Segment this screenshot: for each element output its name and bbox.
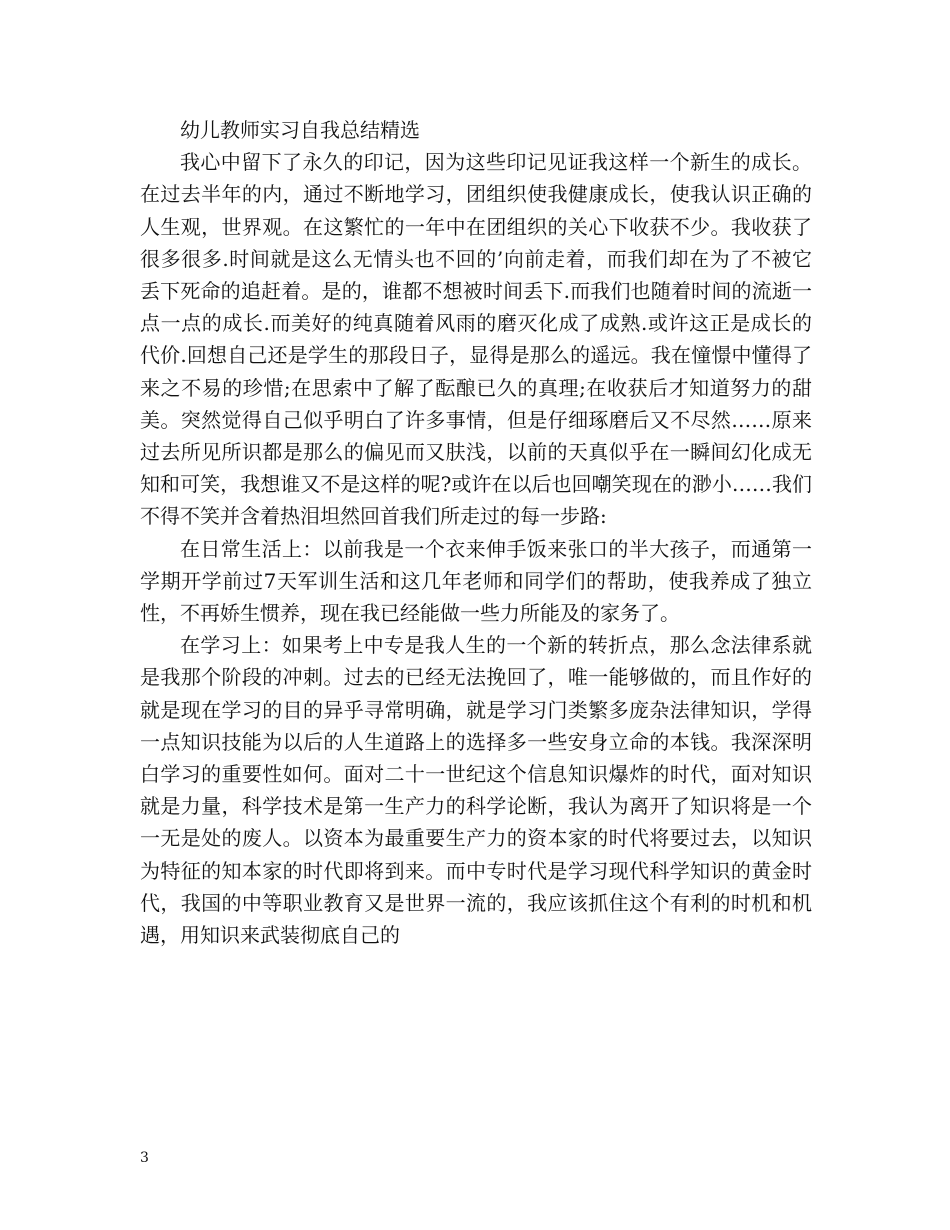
document-title: 幼儿教师实习自我总结精选 [180, 118, 420, 142]
page-number: 3 [140, 1150, 149, 1166]
document-body [140, 114, 812, 951]
paragraph-intro: 我心中留下了永久的印记，因为这些印记见证我这样一个新生的成长。在过去半年的内，通过不断地学习，团组织使我健康成长，使我认识正确的人生观，世界观。在这繁忙的一年中在团组织的关心下收获不少。我收获了很多很多.时间就是这么无情头也不回的’向前走着，而我们却在为了不被它丢下死命的追赶着。是的，谁都不想被时间丢下.而我们也随着时间的流逝一点一点的成长.而美好的纯真随着风雨的磨灭化成了成熟.或许这正是成长的代价.回想自己还是学生的那段日子，显得是那么的遥远。我在憧憬中懂得了来之不易的珍惜;在思索中了解了酝酿已久的真理;在收获后才知道努力的甜美。突然觉得自己似乎明白了许多事情，但是仔细琢磨后又不尽然……原来过去所见所识都是那么的偏见而又肤浅，以前的天真似乎在一瞬间幻化成无知和可笑，我想谁又不是这样的呢?或许在以后也回嘲笑现在的渺小……我们不得不笑并含着热泪坦然回首我们所走过的每一步路: [140, 150, 812, 529]
paragraph-study: 在学习上：如果考上中专是我人生的一个新的转折点，那么念法律系就是我那个阶段的冲刺。过去的已经无法挽回了，唯一能够做的，而且作好的就是现在学习的目的异乎寻常明确，就是学习门类繁多庞杂法律知识，学得一点知识技能为以后的人生道路上的选择多一些安身立命的本钱。我深深明白学习的重要性如何。面对二十一世纪这个信息知识爆炸的时代，面对知识就是力量，科学技术是第一生产力的科学论断，我认为离开了知识将是一个一无是处的废人。以资本为最重要生产力的资本家的时代将要过去，以知识为特征的知本家的时代即将到来。而中专时代是学习现代科学知识的黄金时代，我国的中等职业教育又是世界一流的，我应该抓住这个有利的时机和机遇，用知识来武装彻底自己的 [140, 633, 812, 948]
paragraph-daily-life: 在日常生活上：以前我是一个衣来伸手饭来张口的半大孩子，而通第一学期开学前过7天军训生活和这几年老师和同学们的帮助，使我养成了独立性，不再娇生惯养，现在我已经能做一些力所能及的家务了。 [140, 536, 812, 626]
